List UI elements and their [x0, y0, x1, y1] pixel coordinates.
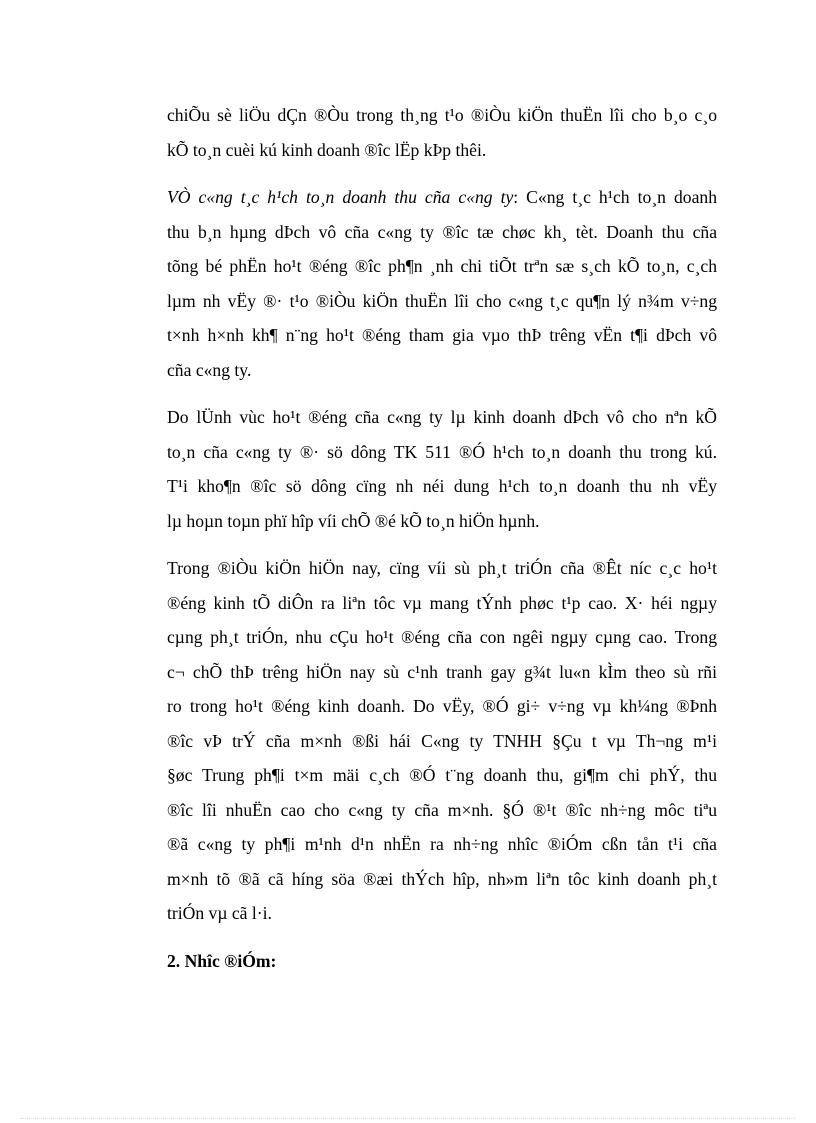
document-page: [167, 98, 717, 978]
text-line: triÓn vµ cã l·i.: [167, 903, 272, 923]
text-line: ®éng kinh tÕ diÔn ra liªn tôc vµ mang tÝnh phøc t¹p cao. X· héi ngµy: [167, 592, 717, 613]
text-line: ®îc lîi nhuËn cao cho c«ng ty cña m×nh. §Ó ®¹t ®îc nh÷ng môc tiªu: [167, 799, 717, 820]
text-line: Trong ®iÒu kiÖn hiÖn nay, cïng víi sù ph¸t triÓn cña ®Êt níc c¸c ho¹t: [167, 558, 717, 578]
text-line: tõng bé phËn ho¹t ®éng ®îc ph¶n ¸nh chi tiÕt trªn sæ s¸ch kÕ to¸n, c¸ch: [167, 256, 717, 276]
paragraph-1: [167, 98, 717, 167]
text-line: t×nh h×nh kh¶ n¨ng ho¹t ®éng tham gia vµo thÞ trêng vËn t¶i dÞch vô: [167, 325, 717, 345]
text-line: chiÕu sè liÖu dÇn ®Òu trong th¸ng t¹o ®iÒu kiÖn thuËn lîi cho b¸o c¸o: [167, 105, 717, 125]
text-line: lµm nh vËy ®· t¹o ®iÒu kiÖn thuËn lîi cho c«ng t¸c qu¶n lý n¾m v÷ng: [167, 290, 717, 311]
paragraph-2: [167, 180, 717, 387]
text-line: ®ã c«ng ty ph¶i m¹nh d¹n nhËn ra nh÷ng nhîc ®iÓm cßn tån t¹i cña: [167, 834, 717, 854]
text-line: lµ hoµn toµn phï hîp víi chÕ ®é kÕ to¸n hiÖn hµnh.: [167, 510, 540, 531]
text-line: T¹i kho¶n ®îc sö dông cïng nh néi dung h¹ch to¸n doanh thu nh vËy: [167, 476, 717, 496]
paragraph-3: [167, 400, 717, 538]
text-line: m×nh tõ ®ã cã híng söa ®æi thÝch hîp, nh»m liªn tôc kinh doanh ph¸t: [167, 868, 717, 889]
section-heading: 2. Nhîc ®iÓm:: [167, 950, 277, 971]
text-line: kÕ to¸n cuèi kú kinh doanh ®îc lËp kÞp thêi.: [167, 139, 487, 160]
italic-lead-phrase: VÒ c«ng t¸c h¹ch to¸n doanh thu cña c«ng ty: [167, 187, 514, 207]
text-line: cµng ph¸t triÓn, nhu cÇu ho¹t ®éng cña con ngêi ngµy cµng cao. Trong: [167, 627, 717, 647]
page-bottom-divider: [20, 1118, 796, 1119]
text-line: ®îc vÞ trÝ cña m×nh ®ßi hái C«ng ty TNHH §Çu t vµ Th¬ng m¹i: [167, 730, 717, 751]
paragraph-4: [167, 551, 717, 931]
text-line-with-lead: [167, 180, 717, 215]
text-line: c¬ chÕ thÞ trêng hiÖn nay sù c¹nh tranh gay g¾t lu«n kÌm theo sù rñi: [167, 661, 717, 682]
text-line: ro trong ho¹t ®éng kinh doanh. Do vËy, ®Ó gi÷ v÷ng vµ kh¼ng ®Þnh: [167, 696, 717, 716]
text-line: cña c«ng ty.: [167, 359, 252, 380]
text-line: to¸n cña c«ng ty ®· sö dông TK 511 ®Ó h¹ch to¸n doanh thu trong kú.: [167, 441, 717, 462]
text-line: Do lÜnh vùc ho¹t ®éng cña c«ng ty lµ kinh doanh dÞch vô cho nªn kÕ: [167, 407, 717, 427]
text-line: thu b¸n hµng dÞch vô cña c«ng ty ®îc tæ chøc kh¸ tèt. Doanh thu cña: [167, 221, 717, 242]
text-fragment: : C«ng t¸c h¹ch to¸n doanh: [513, 187, 718, 207]
text-line: §øc Trung ph¶i t×m mäi c¸ch ®Ó t¨ng doanh thu, gi¶m chi phÝ, thu: [167, 765, 717, 785]
